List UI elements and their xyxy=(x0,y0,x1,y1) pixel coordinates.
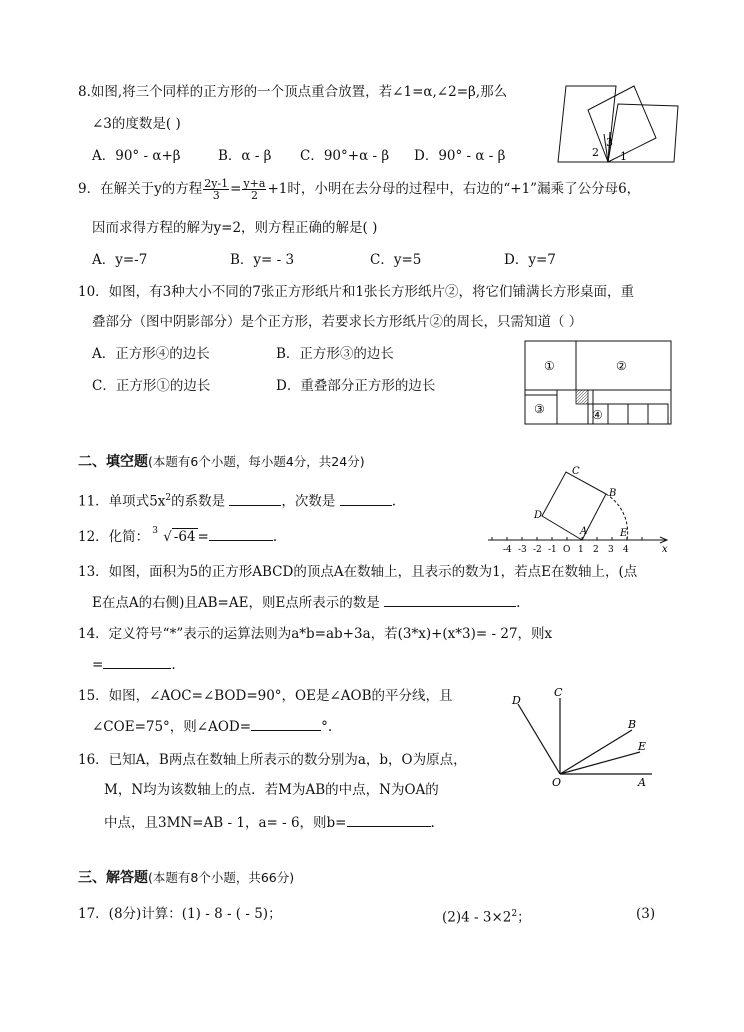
q10-stem-2: 叠部分（图中阴影部分）是个正方形，若要求长方形纸片②的周长，只需知道（ ） xyxy=(92,314,583,330)
q8-option-c: C．90°+α - β xyxy=(300,148,390,164)
q15-stem-2: ∠COE=75°，则∠AOD= °. xyxy=(92,716,332,737)
q9-option-c: C．y=5 xyxy=(370,252,422,268)
q10-overlap-square xyxy=(576,390,588,404)
q14-stem: 14．定义符号“*”表示的运算法则为a*b=ab+3a，若(3*x)+(x*3)= - 27，则x xyxy=(78,626,553,642)
section-3-title: 三、解答题 xyxy=(78,870,148,886)
q8-angle-3-label: 3 xyxy=(606,136,613,149)
q16-stem-3: 中点，且3MN=AB - 1，a= - 6，则b= . xyxy=(104,812,435,833)
q14-stem-2: = . xyxy=(92,654,176,675)
q8-three-squares-figure xyxy=(548,74,698,166)
q16-stem: 16．已知A，B两点在数轴上所表示的数分别为a，b，O为原点， xyxy=(78,752,467,768)
q13-label-e: E xyxy=(620,528,628,539)
section-2-note: (本题有6个小题，每小题4分，共24分) xyxy=(148,454,365,469)
q11-monomial: 5x xyxy=(149,493,166,510)
q9-fraction-left: $\frac{2y-1}{3}$ xyxy=(204,177,229,202)
q9-stem-2: 因而求得方程的解为y=2，则方程正确的解是( ) xyxy=(92,220,378,236)
q13-label-b: B xyxy=(609,488,617,499)
q17-stem: 17．(8分)计算：(1) - 8 - ( - 5)； xyxy=(78,906,282,922)
q13-label-a: A xyxy=(580,526,588,537)
q15-label-b: B xyxy=(628,718,637,731)
section-2-title: 二、填空题 xyxy=(78,454,148,470)
q8-square-right xyxy=(608,104,678,162)
q13-label-d: D xyxy=(534,510,543,521)
q13-stem: 13．如图，面积为5的正方形ABCD的顶点A在数轴上，且表示的数为1，若点E在数轴上，(点 xyxy=(78,564,638,580)
q10-tiling-figure xyxy=(524,340,672,426)
q10-label-3: ③ xyxy=(534,402,545,416)
q15-label-a: A xyxy=(638,776,646,789)
q16-answer-blank[interactable] xyxy=(347,812,431,827)
q17-part-2: $(2)4 - 3\times 2^2$； xyxy=(442,909,531,926)
q10-option-c: C．正方形①的边长 xyxy=(92,378,211,394)
q9-stem xyxy=(78,178,640,201)
q13-label-c: C xyxy=(572,466,580,477)
q10-label-1: ① xyxy=(544,359,555,373)
q8-stem-2: ∠3的度数是( ) xyxy=(92,116,181,132)
q13-tick-label: 1 xyxy=(578,545,584,554)
q13-tick-label: -3 xyxy=(518,545,527,554)
q13-stem-2: E在点A的右侧)且AB=AE，则E点所表示的数是 . xyxy=(92,592,520,613)
q13-tick-label: -4 xyxy=(503,545,512,554)
q13-tick-label: 4 xyxy=(623,545,629,554)
q11-degree-blank[interactable] xyxy=(340,491,392,506)
q15-label-e: E xyxy=(638,740,647,753)
q10-label-4: ④ xyxy=(592,408,603,422)
q8-angle-2-label: 2 xyxy=(592,146,599,159)
q12-answer-blank[interactable] xyxy=(209,526,273,541)
section-2-heading xyxy=(78,452,365,472)
q15-answer-blank[interactable] xyxy=(251,716,321,731)
q8-angle-1-label: 1 xyxy=(620,150,627,163)
q17-part-3: (3) xyxy=(636,906,656,922)
q12-cube-root: 3 √ -64 xyxy=(152,526,196,545)
q11-coefficient-blank[interactable] xyxy=(229,491,281,506)
q15-angles-figure xyxy=(504,686,664,790)
q16-stem-2: M，N均为该数轴上的点．若M为AB的中点，N为OA的 xyxy=(104,782,439,798)
q11-stem: 11．单项式$5x^2$的系数是 ，次数是 . xyxy=(78,488,396,512)
section-3-note: (本题有8个小题，共66分) xyxy=(148,870,295,885)
q9-option-b: B．y= - 3 xyxy=(230,252,295,268)
q15-stem: 15．如图，∠AOC=∠BOD=90°，OE是∠AOB的平分线，且 xyxy=(78,688,453,704)
q10-stem: 10．如图，有3种大小不同的7张正方形纸片和1张长方形纸片②，将它们铺满长方形桌面，重 xyxy=(78,284,634,300)
q13-axis-label: x xyxy=(662,544,668,554)
q8-square-left xyxy=(558,86,616,162)
q12-stem: 12．化简： 3 √ -64 = . xyxy=(78,526,278,545)
q10-option-b: B．正方形③的边长 xyxy=(276,346,394,362)
q13-tick-label: O xyxy=(563,545,571,554)
q9-stem-pre: 9．在解关于y的方程 xyxy=(78,181,203,197)
section-3-heading xyxy=(78,868,294,888)
q14-answer-blank[interactable] xyxy=(103,654,171,669)
q8-option-a: A．90° - α+β xyxy=(92,148,181,164)
q13-tick-label: 3 xyxy=(608,545,614,554)
q13-tick-label: 2 xyxy=(593,545,599,554)
q9-fraction-right: $\frac{y+a}{2}$ xyxy=(243,177,266,202)
q9-option-a: A．y=-7 xyxy=(92,252,148,268)
q9-equals: = xyxy=(230,181,242,197)
q10-option-d: D．重叠部分正方形的边长 xyxy=(276,378,436,394)
q15-label-d: D xyxy=(512,694,521,707)
q13-tick-label: -2 xyxy=(533,545,542,554)
q13-answer-blank[interactable] xyxy=(384,592,516,607)
q9-stem-post: +1时，小明在去分母的过程中，右边的“+1”漏乘了公分母6， xyxy=(267,181,641,197)
q10-option-a: A．正方形④的边长 xyxy=(92,346,210,362)
q15-label-c: C xyxy=(554,686,563,699)
q15-label-o: O xyxy=(552,776,562,789)
q9-option-d: D．y=7 xyxy=(504,252,556,268)
q10-label-2: ② xyxy=(616,359,627,373)
q13-tick-label: -1 xyxy=(548,545,557,554)
q8-stem: 8.如图,将三个同样的正方形的一个顶点重合放置，若∠1=α,∠2=β,那么 xyxy=(78,84,508,100)
q8-option-d: D．90° - α - β xyxy=(414,148,506,164)
q13-number-line-figure xyxy=(484,462,674,554)
q8-option-b: B．α - β xyxy=(218,148,272,164)
